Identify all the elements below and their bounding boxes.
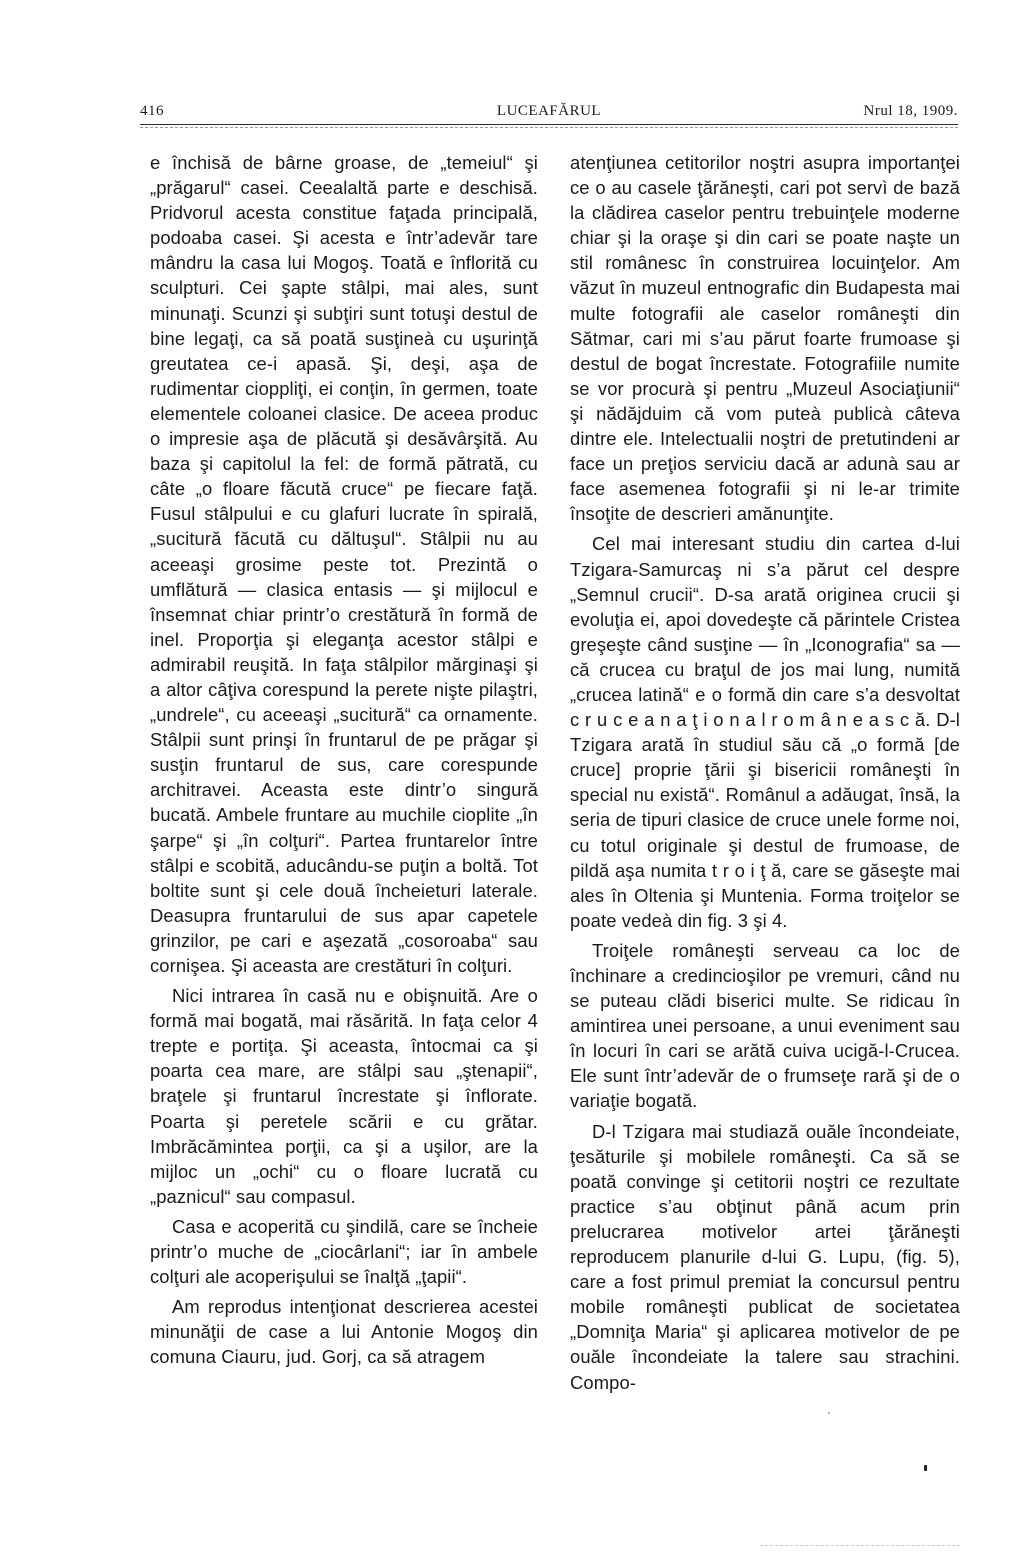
right-column [570, 150, 960, 1395]
paragraph: Cel mai interesant studiu din cartea d-lui Tzigara-Samurcaş ni s’a părut cel despre „Semnul crucii“. D-sa arată originea crucii şi evoluţia ei, apoi dovedeşte că părintele Cristea greşeşte când susţine — în „Iconografia“ sa — că crucea cu braţul de jos mai lung, numită „crucea latină“ e o formă din care s’a desvoltat c r u c e a n a ţ i o n a l r o m â n e a s c ă. D-l Tzigara arată în studiul său că „o formă [de cruce] proprie ţării şi bisericii româneşti în special nu există“. Românul a adăugat, însă, la seria de tipuri clasice de cruce unele forme noi, cu totul originale şi destul de frumoase, de pildă aşa numita t r o i ţ ă, care se găseşte mai ales în Oltenia şi Muntenia. Forma troiţelor se poate vedeà din fig. 3 şi 4. [570, 533, 960, 931]
header-rule-secondary [140, 127, 958, 128]
header-rule [140, 124, 958, 125]
paragraph: Casa e acoperită cu şindilă, care se încheie printr’o muche de „ciocârlani“; iar în ambele colţuri ale acoperişului se înalţă „ţapii“. [150, 1215, 538, 1288]
left-column [150, 150, 538, 1370]
page-header [140, 98, 958, 122]
paragraph: e închisă de bârne groase, de „temeiul“ şi „prăgarul“ casei. Ceealaltă parte e deschisă. Pridvorul acesta constitue faţada principală, podoaba casei. Şi acesta e într’adevăr tare mândru la casa lui Mogoş. Toată e înflorită cu sculpturi. Cei şapte stâlpi, mai ales, sunt minunaţi. Scunzi şi subţiri sunt totuşi destul de bine legaţi, ca să poată susţineà cu uşurinţă greutatea ce-i apasă. Şi, deşi, aşa de rudimentar cioppliţi, ei conţin, în germen, toate elementele coloanei clasice. De aceea produc o impresie aşa de plăcută şi desăvârşită. Au baza şi capitolul la fel: de formă pătrată, cu câte „o floare făcută cruce“ pe fiecare faţă. Fusul stâlpului e cu glafuri lucrate în spirală, „sucitură făcută cu dăltuşul“. Stâlpii nu au aceeaşi grosime peste tot. Prezintă o umflătură — clasica entasis — şi mijlocul e însemnat chiar printr’o crestătură în formă de inel. Proporţia şi eleganţa acestor stâlpi e admirabil reuşită. In faţa stâlpilor mărginaşi şi a altor câţiva corespund la perete nişte pilaştri, „undrele“, cu aceeaşi „sucitură“ ca ornamente. Stâlpii sunt prinşi în fruntarul de pe prăgar şi susţin fruntarul de sus, care corespunde architravei. Aceasta este dintr’o singură bucată. Ambele fruntare au muchile cioplite „în şarpe“ şi „în colţuri“. Partea fruntarelor între stâlpi e scobită, aducându-se puţin a boltă. Tot boltite sunt şi cele două încheieturi laterale. Deasupra fruntarului de sus apar capetele grinzilor, pe cari e aşezată „cosoroaba“ sau cornişea. Şi aceasta are crestături în colţuri. [150, 152, 538, 976]
paragraph: Am reprodus intenţionat descrierea acestei minunăţii de case a lui Antonie Mogoş din comuna Ciauru, jud. Gorj, ca să atragem [150, 1296, 538, 1368]
publication-title: LUCEAFĂRUL [496, 103, 602, 119]
paragraph: atenţiunea cetitorilor noştri asupra importanţei ce o au casele ţărăneşti, cari pot servì de bază la clădirea caselor pentru trebuinţele moderne chiar şi la oraşe şi din cari se poate naşte un stil românesc în construirea locuinţelor. Am văzut în muzeul entnografic din Budapesta mai multe fotografii ale caselor româneşti din Sătmar, cari mi s’au părut foarte frumoase şi destul de bogat încrestate. Fotografiile numite se vor procurà şi pentru „Muzeul Asociaţiunii“ şi nădăjduim că vom puteà publicà câteva dintre ele. Intelectualii noştri de pretutindeni ar face un preţios serviciu dacă ar adunà sau ar face asemenea fotografii şi ni le-ar trimite însoţite de descrieri amănunţite. [570, 152, 960, 525]
page-number: 416 [140, 103, 164, 119]
issue-info: Nrul 18, 1909. [863, 103, 958, 119]
paragraph: D-l Tzigara mai studiază ouăle încondeiate, ţesăturile şi mobilele româneşti. Ca să se poată convinge şi cetitorii noştri ce rezultate practice s’au obţinut până acum prin prelucrarea motivelor artei ţărăneşti reproducem planurile d-lui G. Lupu, (fig. 5), care a fost primul premiat la concursul pentru mobile româneşti publicat de societatea „Domniţa Maria“ şi aplicarea motivelor de pe ouăle încondeiate la talere sau strachini. Compo- [570, 1120, 960, 1393]
ink-speck [924, 1465, 927, 1471]
ink-speck [828, 1412, 830, 1414]
paragraph: Nici intrarea în casă nu e obişnuită. Are o formă mai bogată, mai răsărită. In faţa celor 4 trepte e portiţa. Şi aceasta, întocmai ca şi poarta cea mare, are stâlpi sau „ştenapii“, braţele şi fruntarul încrestate şi înflorate. Poarta şi peretele scării e cu grătar. Imbrăcămintea porţii, ca şi a uşilor, are la mijloc un „ochi“ cu o floare lucrată cu „paznicul“ sau compasul. [150, 985, 538, 1207]
paragraph: Troiţele româneşti serveau ca loc de închinare a credincioşilor pe vremuri, când nu se puteau clădi biserici multe. Se ridicau în amintirea unei persoane, a unui eveniment sau în locuri în cari se arătă cuiva ucigă-l-Crucea. Ele sunt într’adevăr de o frumseţe rară şi de o variaţie bogată. [570, 939, 960, 1112]
bottom-dashed-rule [760, 1545, 960, 1546]
